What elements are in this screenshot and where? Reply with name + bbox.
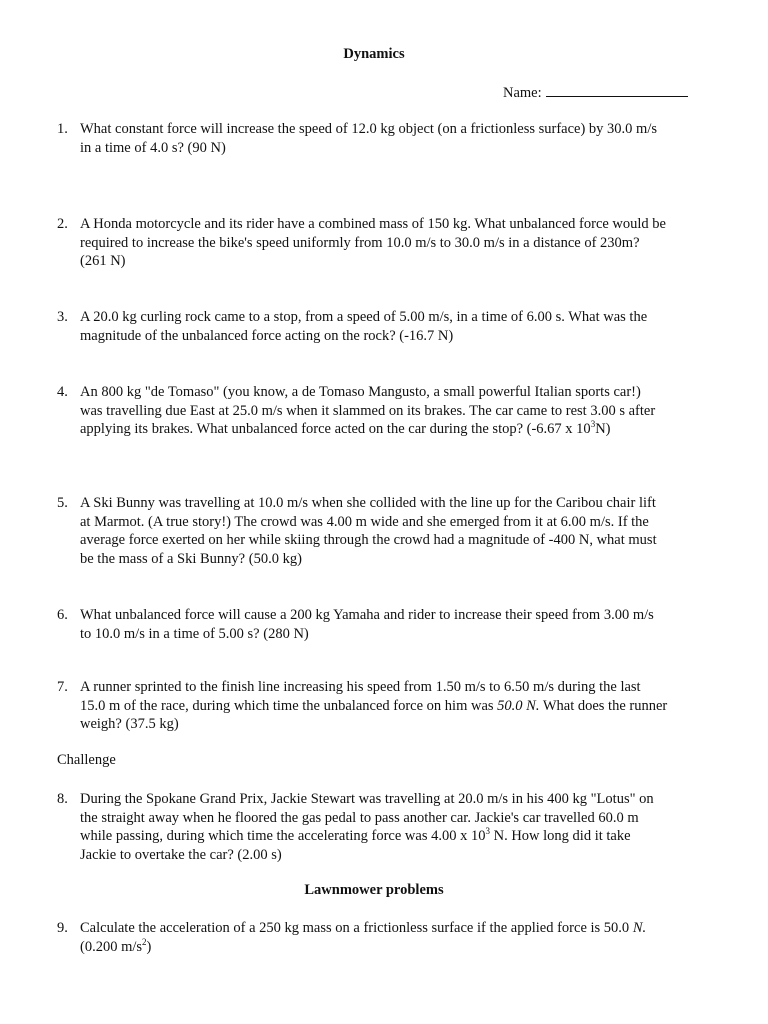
question-8 <box>57 790 697 864</box>
question-text <box>80 120 697 157</box>
question-line: be the mass of a Ski Bunny? (50.0 kg) <box>80 550 302 567</box>
question-line: at Marmot. (A true story!) The crowd was 4.00 m wide and she emerged from it at 6.00 m/s. If the <box>80 513 649 530</box>
section-heading: Lawnmower problems <box>304 882 444 898</box>
text-segment: Calculate the acceleration of a 250 kg mass on a frictionless surface if the applied force is 50.0 <box>80 920 633 936</box>
question-text <box>80 790 697 864</box>
question-9 <box>57 919 697 956</box>
question-line: the straight away when he floored the gas pedal to pass another car. Jackie's car travelled 60.0 m <box>80 809 639 826</box>
challenge-label: Challenge <box>57 752 116 768</box>
question-line: A Ski Bunny was travelling at 10.0 m/s when she collided with the line up for the Caribou chair lift <box>80 495 656 511</box>
question-number: 3. <box>57 309 68 325</box>
italic-value: N. <box>632 920 647 936</box>
question-3 <box>57 308 697 345</box>
question-line: During the Spokane Grand Prix, Jackie Stewart was travelling at 20.0 m/s in his 400 kg "Lotus" on <box>80 791 654 807</box>
superscript: 3 <box>485 826 490 837</box>
question-text <box>80 678 697 734</box>
italic-value: 50.0 N. <box>497 697 540 714</box>
question-number: 6. <box>57 607 68 623</box>
question-5 <box>57 494 697 568</box>
question-line: What constant force will increase the speed of 12.0 kg object (on a frictionless surface) by 30.0 m/s <box>80 121 657 137</box>
text-segment: N) <box>595 421 611 437</box>
question-text <box>80 919 697 956</box>
question-line <box>80 919 697 938</box>
question-line: An 800 kg "de Tomaso" (you know, a de Tomaso Mangusto, a small powerful Italian sports car!) <box>80 384 641 400</box>
question-line: required to increase the bike's speed uniformly from 10.0 m/s to 30.0 m/s in a distance of 230m? <box>80 234 640 251</box>
question-text <box>80 494 697 568</box>
question-line <box>80 938 697 957</box>
question-line: was travelling due East at 25.0 m/s when it slammed on its brakes. The car came to rest 3.00 s after <box>80 402 656 419</box>
question-line: magnitude of the unbalanced force acting on the rock? (-16.7 N) <box>80 327 454 344</box>
question-7 <box>57 678 697 734</box>
text-segment: applying its brakes. What unbalanced force acted on the car during the stop? (-6.67 x 10 <box>80 421 591 437</box>
text-segment: 15.0 m of the race, during which time the unbalanced force on him was <box>80 697 498 714</box>
question-line: in a time of 4.0 s? (90 N) <box>80 139 226 156</box>
question-line: weigh? (37.5 kg) <box>80 716 179 732</box>
question-line: Jackie to overtake the car? (2.00 s) <box>80 846 282 863</box>
superscript: 2 <box>142 936 147 947</box>
question-line <box>80 827 697 846</box>
question-number: 4. <box>57 384 68 400</box>
question-number: 7. <box>57 679 68 695</box>
question-2 <box>57 215 697 271</box>
question-number: 2. <box>57 216 68 232</box>
question-number: 9. <box>57 920 68 936</box>
question-6 <box>57 606 697 643</box>
question-number: 1. <box>57 121 68 137</box>
question-number: 8. <box>57 791 68 807</box>
superscript: 3 <box>590 419 596 430</box>
question-4 <box>57 383 697 439</box>
text-segment: What does the runner <box>539 697 668 714</box>
text-segment: ) <box>146 938 152 955</box>
name-field <box>503 82 688 102</box>
question-text <box>80 308 697 345</box>
name-label: Name: <box>503 85 542 101</box>
text-segment: while passing, during which time the accelerating force was 4.00 x 10 <box>80 828 486 844</box>
page-title: Dynamics <box>343 46 405 62</box>
question-line: (261 N) <box>80 253 126 269</box>
question-text <box>80 215 697 271</box>
text-segment: (0.200 m/s <box>80 938 143 955</box>
question-1 <box>57 120 697 157</box>
name-blank-line <box>546 82 688 97</box>
question-line: A 20.0 kg curling rock came to a stop, from a speed of 5.00 m/s, in a time of 6.00 s. What was the <box>80 309 648 325</box>
question-line: A runner sprinted to the finish line increasing his speed from 1.50 m/s to 6.50 m/s during the last <box>80 679 641 695</box>
question-number: 5. <box>57 495 68 511</box>
question-line: average force exerted on her while skiing through the crowd had a magnitude of -400 N, what must <box>80 532 657 548</box>
question-line: to 10.0 m/s in a time of 5.00 s? (280 N) <box>80 625 309 642</box>
question-line <box>80 697 697 716</box>
question-line <box>80 420 697 439</box>
question-text <box>80 383 697 439</box>
question-line: A Honda motorcycle and its rider have a combined mass of 150 kg. What unbalanced force would be <box>80 216 666 232</box>
question-text <box>80 606 697 643</box>
question-line: What unbalanced force will cause a 200 kg Yamaha and rider to increase their speed from 3.00 m/s <box>80 607 654 623</box>
text-segment: N. How long did it take <box>489 828 631 844</box>
